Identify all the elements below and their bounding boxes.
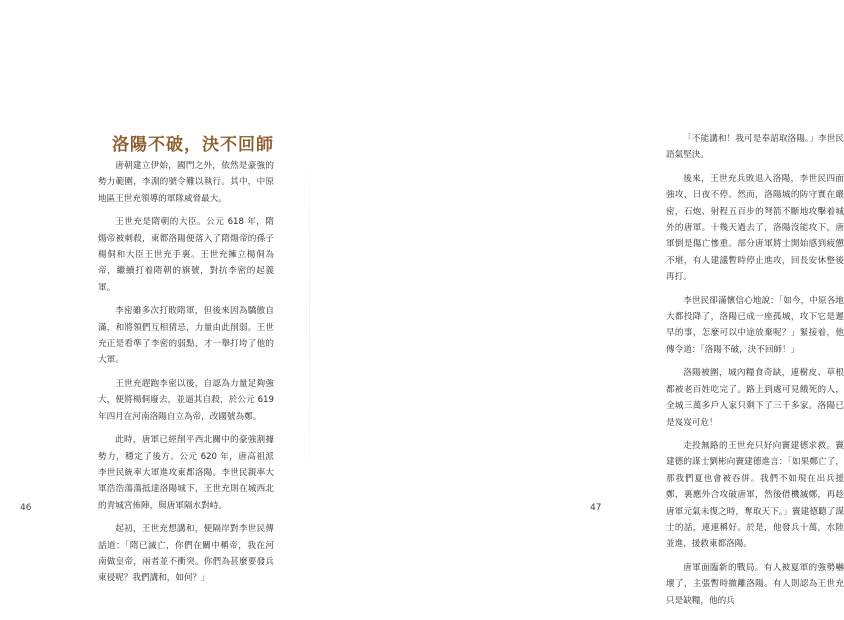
paragraph: 洛陽被圍，城內糧食奇缺，連樹皮、草根都被老百姓吃完了。路上到處可見餓死的人，全城三萬多戶人家只剩下了三千多家。洛陽已是岌岌可危！ — [666, 368, 844, 428]
chapter-title: 洛陽不破，決不回師 — [112, 135, 274, 155]
left-text-column — [98, 158, 274, 594]
paragraph: 唐軍面臨新的戰局。有人被夏軍的強勢嚇壞了，主張暫時撤離洛陽。有人則認為王世充只是缺糧，他的兵 — [666, 562, 844, 606]
page-number-right: 47 — [590, 503, 602, 513]
paragraph: 李密雖多次打敗隋軍，但後來因為驕傲自滿，和將領們互相猜忌，力量由此削弱。王世充正是看準了李密的弱點，才一舉打垮了他的大軍。 — [98, 306, 274, 366]
left-page — [0, 0, 310, 620]
paragraph: 後來，王世充兵敗退入洛陽，李世民四面強攻，日夜不停。然而，洛陽城的防守實在嚴密，石炮、射程五百步的弩箭不斷地攻擊着城外的唐軍。十幾天過去了，洛陽沒能攻下，唐軍倒是傷亡慘重。部分唐軍將士開始感到疲憊不堪，有人建議暫時停止進攻，回長安休整後再打。 — [666, 173, 844, 283]
paragraph: 「不能講和！我可是奉詔取洛陽。」李世民語氣堅決。 — [666, 134, 844, 161]
page-number-left: 46 — [20, 503, 32, 513]
right-text-column — [666, 131, 844, 616]
paragraph: 王世充趕跑李密以後，自認為力量足夠強大，便將楊侗廢去，並逼其自殺，於公元 619 年四月在河南洛陽自立為帝，改國號為鄭。 — [98, 378, 274, 422]
paragraph: 唐朝建立伊始，國門之外，依然是豪強的勢力範圍，李淵的號令難以執行。其中，中原地區王世充領導的軍隊威脅最大。 — [98, 161, 274, 204]
paragraph: 李世民卻滿懷信心地說：「如今，中原各地大都投降了，洛陽已成一座孤城，攻下它是遲早的事，怎麼可以中途放棄呢？」緊接着，他傳令道：「洛陽不破，決不回師！」 — [666, 295, 844, 355]
paragraph: 王世充是隋朝的大臣。公元 618 年，隋煬帝被刺殺，東都洛陽便落入了隋煬帝的孫子楊侗和大臣王世充手裏。王世充擁立楊侗為帝，繼續打着隋朝的旗號，對抗李密的起義軍。 — [98, 217, 274, 293]
right-page — [310, 0, 844, 620]
paragraph: 此時，唐軍已經削平西北關中的豪強割據勢力，穩定了後方。公元 620 年，唐高祖派李世民統率大軍進攻東都洛陽。李世民親率大軍浩浩蕩蕩抵達洛陽城下，王世充則在城西北的青城宮佈陣，與唐軍隔水對峙。 — [98, 435, 274, 511]
paragraph: 起初，王世充想講和，便隔岸對李世民傳話道：「隋已滅亡，你們在關中稱帝，我在河南做皇帝，兩者並不衝突。你們為甚麼要發兵東侵呢？我們講和，如何？」 — [98, 524, 274, 584]
paragraph: 走投無路的王世充只好向竇建德求救。竇建德的謀士劉彬向竇建德進言：「如果鄭亡了，那我們夏也會被吞併。我們不如現在出兵援鄭，裏應外合攻破唐軍，然後借機滅鄭，再趁唐軍元氣未復之時，奪取天下。」竇建德聽了謀士的話，連連稱好。於是，他發兵十萬，水陸並進，援救東都洛陽。 — [666, 440, 844, 550]
